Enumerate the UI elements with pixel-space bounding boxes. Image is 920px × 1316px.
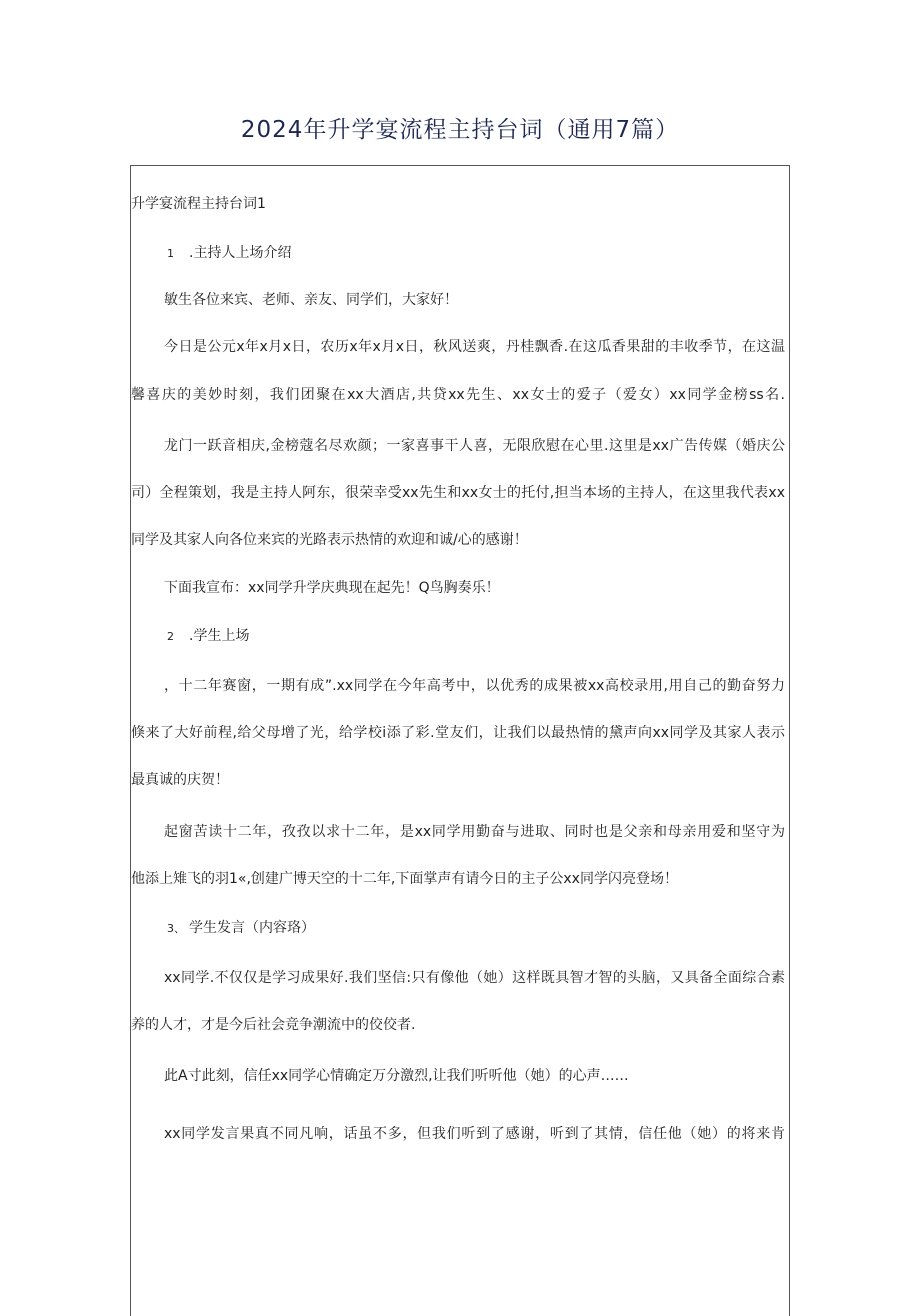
paragraph-line: 养的人才，才是今后社会竞争潮流中的佼佼者.: [131, 1017, 416, 1033]
item-label: .学生上场: [189, 628, 250, 644]
paragraph-line: 司）全程策划，我是主持人阿东，很荣幸受xx先生和xx女士的托付,担当本场的主持人，在这里我代表xx: [131, 485, 785, 501]
paragraph-line: xx同学.不仅仅是学习成果好.我们坚信:只有像他（她）这样既具智才智的头脑，又具备全面综合素: [164, 970, 785, 986]
paragraph-line: 倏来了大好前程,给父母增了光，给学校i添了彩.堂友们，让我们以最热情的黛声向xx同学及其家人表示: [131, 725, 785, 741]
paragraph-line: 起窗苦读十二年，孜孜以求十二年，是xx同学用勤奋与进取、同时也是父亲和母亲用爱和坚守为: [164, 824, 785, 840]
item-number: 3、: [167, 922, 185, 935]
content-frame: [130, 165, 790, 1316]
paragraph-line: 同学及其家人向各位来宾的光路表示热情的欢迎和诚/心的感谢！: [131, 532, 528, 548]
list-item: [131, 618, 787, 655]
list-item: [131, 910, 787, 947]
paragraph-line: 最真诚的庆贺！: [131, 772, 229, 788]
section-heading: 升学宴流程主持台词1: [131, 196, 266, 212]
paragraph-line: ，十二年赛窗，一期有成”.xx同学在今年高考中，以优秀的成果被xx高校录用,用自己的勤奋努力: [164, 678, 785, 694]
paragraph-line: xx同学发言果真不同凡响，话虽不多，但我们听到了感谢，听到了其情，信任他（她）的将来肯: [164, 1126, 785, 1142]
item-number: 1: [167, 247, 174, 260]
paragraph-greeting: 敏生各位来宾、老师、亲友、同学们，大家好！: [164, 292, 458, 308]
paragraph-line: 今日是公元x年x月x日，农历x年x月x日，秋风送爽，丹桂飘香.在这瓜香果甜的丰收季节，在这温: [164, 339, 785, 355]
document-title: 2024年升学宴流程主持台词（通用7篇）: [240, 117, 680, 143]
item-label: .主持人上场介绍: [189, 245, 292, 261]
item-label: 学生发言（内容珞）: [189, 920, 315, 936]
list-item: [131, 235, 787, 272]
item-number: 2: [167, 630, 174, 643]
paragraph-line: 馨喜庆的美妙时刻，我们团聚在xx大酒店,共贷xx先生、xx女士的爱子（爱女）xx同学金榜ss名.: [131, 387, 785, 403]
paragraph-moment: 此A寸此刻，信任xx同学心情确定万分激烈,让我们听听他（她）的心声……: [164, 1068, 629, 1084]
paragraph-line: 他添上雉飞的羽1«,创建广博天空的十二年,下面掌声有请今日的主子公xx同学闪亮登场！: [131, 871, 678, 887]
paragraph-line: 龙门一跃音相庆,金榜蔻名尽欢颜；一家喜事干人喜，无限欣慰在心里.这里是xx广告传媒（婚庆公: [164, 438, 785, 454]
paragraph-announce: 下面我宣布：xx同学升学庆典现在起先！Q鸟胸奏乐！: [164, 580, 500, 596]
